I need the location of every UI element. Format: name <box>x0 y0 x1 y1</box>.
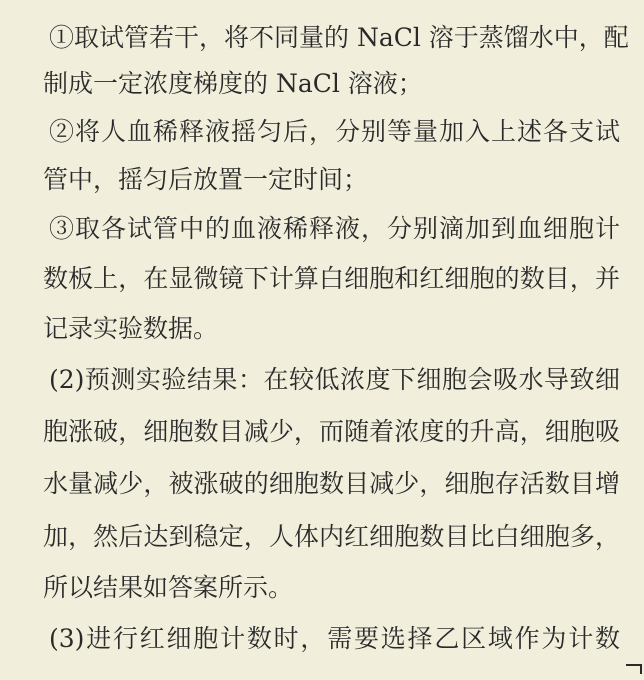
text-line-2: 制成一定浓度梯度的 NaCl 溶液； <box>43 69 423 98</box>
text-line-3: ②将人血稀释液摇匀后，分别等量加入上述各支试 <box>49 117 620 146</box>
text-line-9: 胞涨破，细胞数目减少，而随着浓度的升高，细胞吸 <box>43 417 620 446</box>
text-line-13: (3)进行红细胞计数时，需要选择乙区域作为计数 <box>49 624 620 653</box>
text-line-12: 所以结果如答案所示。 <box>43 573 294 602</box>
text-line-4: 管中，摇匀后放置一定时间； <box>43 165 369 194</box>
text-line-8: (2)预测实验结果：在较低浓度下细胞会吸水导致细 <box>49 365 620 394</box>
page-corner-mark <box>626 664 642 674</box>
text-line-7: 记录实验数据。 <box>43 314 219 343</box>
text-line-10: 水量减少，被涨破的细胞数目减少，细胞存活数目增 <box>43 469 620 498</box>
text-line-11: 加，然后达到稳定，人体内红细胞数目比白细胞多， <box>43 522 620 551</box>
text-line-6: 数板上，在显微镜下计算白细胞和红细胞的数目，并 <box>43 264 620 293</box>
text-line-1: ①取试管若干，将不同量的 NaCl 溶于蒸馏水中，配 <box>49 23 629 52</box>
text-line-5: ③取各试管中的血液稀释液，分别滴加到血细胞计 <box>49 214 620 243</box>
